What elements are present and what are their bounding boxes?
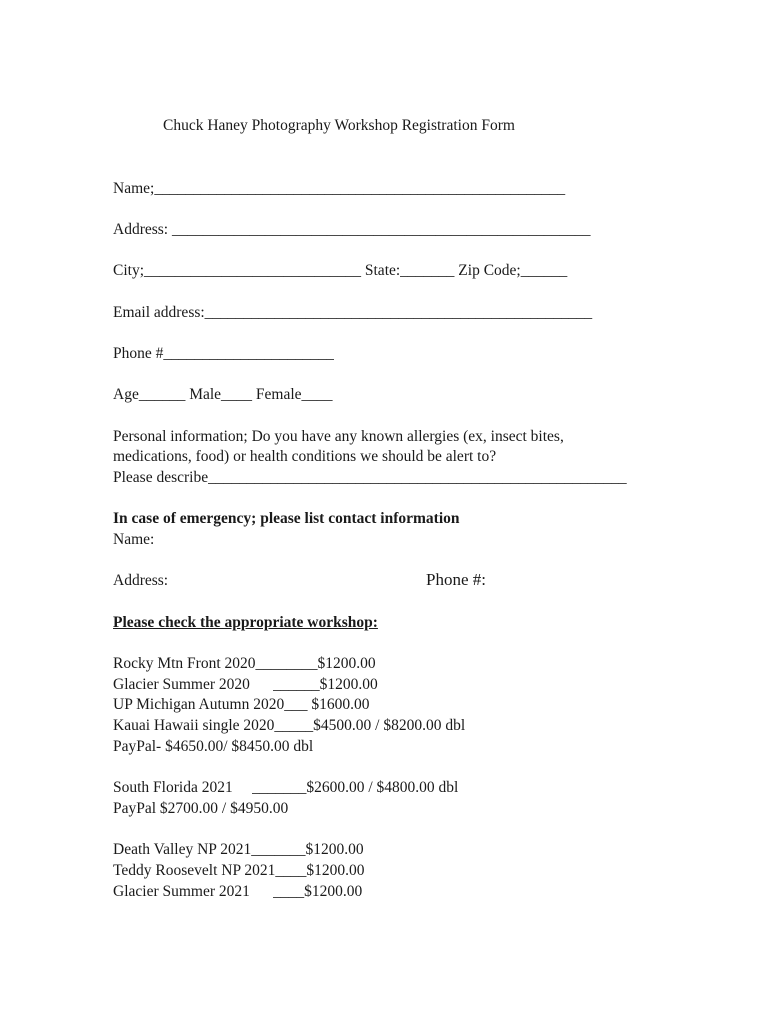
please-describe-line[interactable]: Please describe______________________________________________________ bbox=[113, 469, 627, 486]
page-title: Chuck Haney Photography Workshop Registration Form bbox=[163, 117, 515, 134]
emergency-name-label: Name: bbox=[113, 531, 155, 548]
workshop-item[interactable]: Kauai Hawaii single 2020_____$4500.00 / $8200.00 dbl bbox=[113, 717, 466, 734]
paypal-price-note: PayPal- $4650.00/ $8450.00 dbl bbox=[113, 738, 314, 755]
paypal-price-note: PayPal $2700.00 / $4950.00 bbox=[113, 800, 289, 817]
workshop-item[interactable]: Death Valley NP 2021_______$1200.00 bbox=[113, 841, 364, 858]
workshop-item[interactable]: Glacier Summer 2021 ____$1200.00 bbox=[113, 883, 363, 900]
email-field-line[interactable]: Email address:__________________________________________________ bbox=[113, 304, 593, 321]
workshop-item[interactable]: Glacier Summer 2020 ______$1200.00 bbox=[113, 676, 378, 693]
city-state-zip-line[interactable]: City;____________________________ State:_______ Zip Code;______ bbox=[113, 262, 568, 279]
emergency-heading: In case of emergency; please list contact information bbox=[113, 510, 460, 527]
emergency-address-label: Address: bbox=[113, 572, 169, 589]
name-field-line[interactable]: Name;_____________________________________________________ bbox=[113, 180, 566, 197]
workshop-item[interactable]: UP Michigan Autumn 2020___ $1600.00 bbox=[113, 696, 370, 713]
emergency-phone-label: Phone #: bbox=[426, 570, 486, 589]
address-field-line[interactable]: Address: ______________________________________________________ bbox=[113, 221, 591, 238]
age-gender-line[interactable]: Age______ Male____ Female____ bbox=[113, 386, 333, 403]
workshop-heading: Please check the appropriate workshop: bbox=[113, 614, 378, 631]
phone-field-line[interactable]: Phone #______________________ bbox=[113, 345, 334, 362]
workshop-item[interactable]: Rocky Mtn Front 2020________$1200.00 bbox=[113, 655, 376, 672]
personal-info-text-1: Personal information; Do you have any known allergies (ex, insect bites, bbox=[113, 428, 564, 445]
workshop-item[interactable]: Teddy Roosevelt NP 2021____$1200.00 bbox=[113, 862, 365, 879]
workshop-item[interactable]: South Florida 2021 _______$2600.00 / $4800.00 dbl bbox=[113, 779, 459, 796]
personal-info-text-2: medications, food) or health conditions we should be alert to? bbox=[113, 448, 497, 465]
